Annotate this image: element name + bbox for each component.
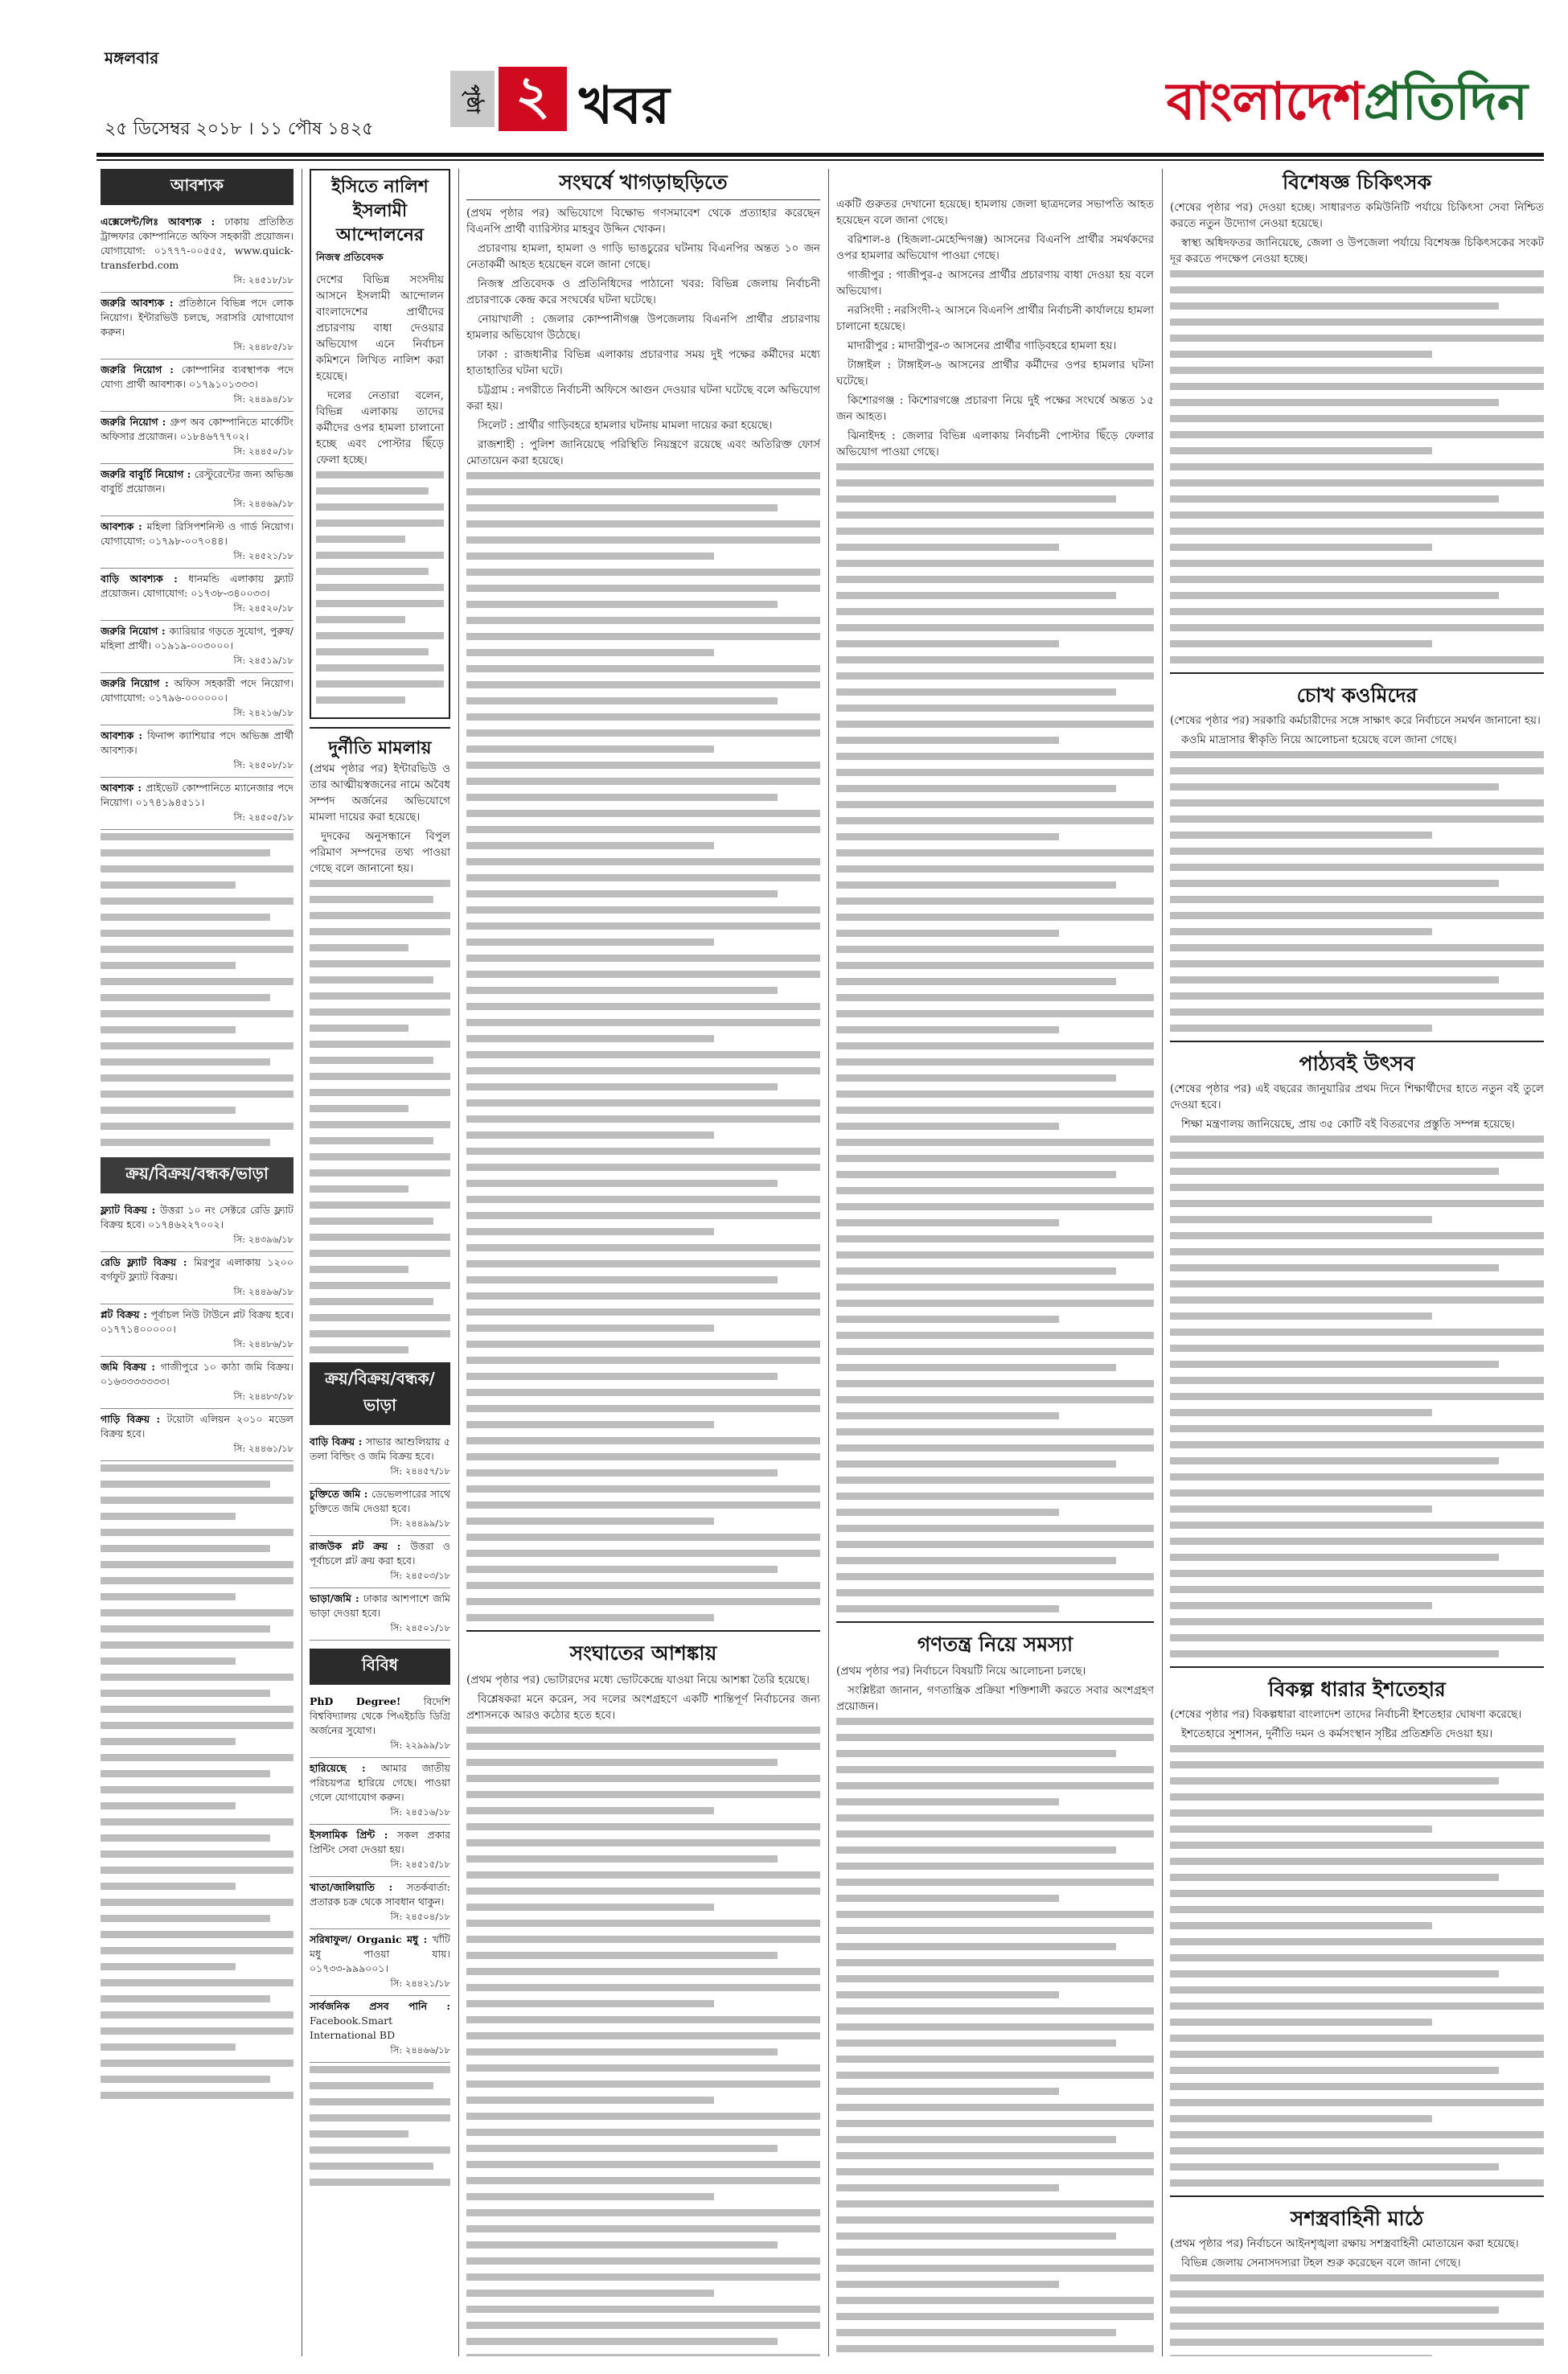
article-headline: গণতন্ত্র নিয়ে সমস্যা — [917, 1633, 1073, 1656]
classified-ad-ref: সি: ২৪৪৫০/১৮ — [233, 446, 293, 457]
article-paragraph: (শেষের পৃষ্ঠার পর) সরকারি কর্মচারীদের সঙ্গে সাক্ষাৎ করে নির্বাচনে সমর্থন জানানো হয়। — [1170, 714, 1541, 727]
classified-ad-title: জরুরি নিয়োগ : — [101, 625, 170, 637]
classified-ad-body: Facebook.Smart International BD — [310, 2015, 396, 2041]
article-body — [1170, 199, 1544, 267]
text-filler — [101, 833, 293, 1146]
article-paragraph: নিজস্ব প্রতিবেদক ও প্রতিনিধিদের পাঠানো খবর: বিভিন্ন জেলায় নির্বাচনী প্রচারণাকে কেন্দ্র করে সংঘর্ষের ঘটনা ঘটেছে। — [466, 277, 820, 306]
classified-ad-body: ক্যারিয়ার গড়তে সুযোগ, পুরুষ/মহিলা প্রার্থী। ০১৯১৯-০০৩০০০। — [101, 625, 293, 651]
article-headline: সংঘাতের আশঙ্কায় — [569, 1641, 717, 1665]
article-body — [1170, 1707, 1544, 1742]
classified-ad-title: আবশ্যক : — [101, 782, 146, 794]
classified-ad — [310, 1588, 450, 1641]
sale-list — [101, 1200, 293, 1461]
text-filler — [836, 463, 1154, 1612]
section-rule — [1170, 672, 1544, 674]
classified-ad-body: ফিনান্স ক্যাশিয়ার পদে অভিজ্ঞ প্রার্থী আবশ্যক। — [101, 729, 293, 756]
article-headline: দুর্নীতি মামলায় — [328, 738, 432, 758]
text-filler — [1170, 1745, 1544, 2187]
classified-ad-ref: সি: ২৪৫১৬/১৮ — [390, 1806, 450, 1817]
article-paragraph: (শেষের পৃষ্ঠার পর) দেওয়া হচ্ছে। সাধারণত কমিউনিটি পর্যায়ে চিকিৎসা সেবা নিশ্চিত করতে নতুন উদ্যোগ নেওয়া হয়েছে। — [1170, 201, 1544, 230]
article-paragraph: মাদারীপুর : মাদারীপুর-৩ আসনের প্রার্থীর গাড়িবহরে হামলা হয়। — [848, 339, 1117, 352]
classified-ad — [101, 1200, 293, 1252]
article-paragraph: রাজশাহী : পুলিশ জানিয়েছে পরিস্থিতি নিয়ন্ত্রণে রয়েছে এবং অতিরিক্ত ফোর্স মোতায়েন করা হয়েছে। — [466, 438, 820, 467]
article-paragraph: (প্রথম পৃষ্ঠার পর) ভোটারদের মধ্যে ভোটকেন্দ্রে যাওয়া নিয়ে আশঙ্কা তৈরি হয়েছে। — [466, 1674, 810, 1686]
article-paragraph: নরসিংদী : নরসিংদী-২ আসনে বিএনপি প্রার্থীর নির্বাচনী কার্যালয়ে হামলা চালানো হয়েছে। — [836, 304, 1154, 333]
classified-ad — [101, 412, 293, 464]
classified-ad-title: ভাড়া/জমি : — [310, 1592, 363, 1604]
classified-ad-body: প্রাইভেট কোম্পানিতে ম্যানেজার পদে নিয়োগ। ০১৭৪১৯৪৫১১। — [101, 782, 293, 808]
classified-ad-title: জরুরি নিয়োগ : — [101, 416, 170, 428]
column-five — [1170, 169, 1544, 2356]
classified-ad-body: গ্রুপ অব কোম্পানিতে মার্কেটিং অফিসার প্রয়োজন। ০১৮৪৬৭৭৭০২। — [101, 416, 293, 442]
article-paragraph: দুদকের অনুসন্ধানে বিপুল পরিমাণ সম্পদের তথ্য পাওয়া গেছে বলে জানানো হয়। — [310, 830, 450, 875]
article-paragraph: (প্রথম পৃষ্ঠার পর) ইন্টারভিউ ও তার আত্মীয়স্বজনের নামে অবৈধ সম্পদ অর্জনের অভিযোগে মামলা দায়ের করা হয়েছে। — [310, 762, 450, 824]
classified-ad — [310, 1996, 450, 2063]
masthead-rule-thin — [96, 159, 1544, 161]
classified-ad-ref: সি: ২৪৫০৩/১৮ — [390, 1570, 450, 1581]
classified-ad — [101, 212, 293, 293]
sale-heading: ক্রয়/বিক্রয়/বন্ধক/ভাড়া — [101, 1157, 293, 1193]
classified-ad-body: রেস্টুরেন্টের জন্য অভিজ্ঞ বাবুর্চি প্রয়োজন। — [101, 468, 293, 495]
classifieds-list — [101, 212, 293, 830]
classified-ad-title: জরুরি নিয়োগ : — [101, 677, 174, 689]
brand-logo-part2: প্রতিদিন — [1363, 72, 1528, 132]
article-paragraph: সিলেট : প্রার্থীর গাড়িবহরে হামলার ঘটনায় মামলা দায়ের করা হয়েছে। — [478, 419, 773, 432]
classified-ad-body: আমার জাতীয় পরিচয়পত্র হারিয়ে গেছে। পাওয়া গেলে যোগাযোগ করুন। — [310, 1762, 450, 1803]
classified-ad-title: PhD Degree! — [310, 1695, 424, 1707]
article-islami-andolon — [310, 169, 450, 719]
classified-ad-ref: সি: ২৪২১৬/১৮ — [233, 707, 293, 718]
classified-ad-body: মহিলা রিসিপশনিস্ট ও গার্ড নিয়োগ। যোগাযোগ: ০১৭৯৮-০০৭০৪৪। — [101, 520, 293, 547]
classified-ad-ref: সি: ২২৯৯৯/১৮ — [390, 1739, 450, 1751]
article-paragraph: গাজীপুর : গাজীপুর-৫ আসনের প্রার্থীর প্রচারণায় বাধা দেওয়া হয় বলে অভিযোগ। — [836, 269, 1154, 298]
classified-ad-body: অফিস সহকারী পদে নিয়োগ। যোগাযোগ: ০১৭৯৬-০০০০০০। — [101, 677, 293, 704]
text-filler — [836, 1718, 1154, 2352]
article-body — [466, 205, 820, 469]
classified-ad-title: জরুরি বাবুর্চি নিয়োগ : — [101, 468, 195, 480]
classified-ad-ref: সি: ২৪৫০৪/১৮ — [390, 1911, 450, 1922]
masthead-rule — [96, 153, 1544, 157]
article-body — [836, 1663, 1154, 1715]
classified-ad — [101, 464, 293, 516]
classified-ad — [310, 1758, 450, 1825]
article-body — [1170, 1081, 1544, 1132]
article-body — [1170, 2236, 1544, 2271]
classified-ad — [101, 569, 293, 621]
classified-ad-ref: সি: ২৪৪২১/১৮ — [390, 1978, 450, 1989]
article-paragraph: ইশতেহারে সুশাসন, দুর্নীতি দমন ও কর্মসংস্থান সৃষ্টির প্রতিশ্রুতি দেওয়া হয়। — [1181, 1727, 1493, 1740]
section-rule — [1170, 1666, 1544, 1668]
classified-ad — [310, 1536, 450, 1588]
classified-ad — [101, 673, 293, 725]
classifieds-heading: ক্রয়/বিক্রয়/বন্ধক/ভাড়া — [310, 1362, 450, 1425]
article-headline: চোখ কওমিদের — [1296, 684, 1418, 707]
article-paragraph: বিভিন্ন জেলায় সেনাসদস্যরা টহল শুরু করেছেন বলে জানা গেছে। — [1181, 2257, 1461, 2269]
article-paragraph: সংশ্লিষ্টরা জানান, গণতান্ত্রিক প্রক্রিয়া শক্তিশালী করতে সবার অংশগ্রহণ প্রয়োজন। — [836, 1684, 1154, 1713]
article-paragraph: কওমি মাদ্রাসার স্বীকৃতি নিয়ে আলোচনা হয়েছে বলে জানা গেছে। — [1181, 733, 1457, 746]
text-filler — [101, 1464, 293, 2099]
article-paragraph: বরিশাল-৪ (হিজলা-মেহেন্দিগঞ্জ) আসনের বিএনপি প্রার্থীর সমর্থকদের ওপর হামলার অভিযোগ পাওয়া গেছে। — [836, 233, 1154, 262]
column-three — [466, 169, 820, 2356]
classified-ad-title: জরুরি আবশ্যক : — [101, 297, 179, 309]
article-paragraph: দেশের বিভিন্ন সংসদীয় আসনে ইসলামী আন্দোলন বাংলাদেশের প্রার্থীদের প্রচারণায় বাধা দেওয়ার অভিযোগ এনে নির্বাচন কমিশনে লিখিত নালিশ করা হয়েছে। — [316, 273, 444, 383]
classified-ad-title: জরুরি নিয়োগ : — [101, 363, 182, 376]
classified-ad — [101, 621, 293, 673]
classified-ad-body: ঢাকার আশপাশে জমি ভাড়া দেওয়া হবে। — [310, 1592, 450, 1619]
classified-ad-title: এক্সেলেন্ট/লিঃ আবশ্যক : — [101, 216, 225, 228]
classified-ad-ref: সি: ২৪৪৮৩/১৮ — [233, 1390, 293, 1402]
classified-ad-ref: সি: ২৪৫২০/১৮ — [233, 602, 293, 614]
masthead-date: ২৫ ডিসেম্বর ২০১৮ । ১১ পৌষ ১৪২৫ — [105, 119, 374, 139]
article-paragraph: স্বাস্থ্য অধিদফতর জানিয়েছে, জেলা ও উপজেলা পর্যায়ে বিশেষজ্ঞ চিকিৎসকের সংকট দূর করতে পদক্ষেপ নেওয়া হচ্ছে। — [1170, 236, 1544, 265]
classified-ad — [310, 1691, 450, 1758]
column-divider — [1162, 169, 1163, 2356]
classified-ad-title: রাজউক প্লট ক্রয় : — [310, 1540, 411, 1552]
article-body — [1170, 713, 1544, 748]
classified-ad-body: সাভার আশুলিয়ায় ৫ তলা বিল্ডিং ও জমি বিক্রয় হবে। — [310, 1435, 450, 1462]
classified-ad — [101, 1304, 293, 1357]
classified-ad-title: আবশ্যক : — [101, 520, 147, 532]
article-body — [316, 272, 444, 468]
classified-ad — [101, 778, 293, 830]
misc-list — [310, 1691, 450, 2063]
column-two — [310, 169, 450, 2356]
classified-ad — [101, 293, 293, 359]
classified-ad-ref: সি: ২৪৪৯৯/১৮ — [390, 1518, 450, 1529]
classified-ad-title: বাড়ি আবশ্যক : — [101, 573, 189, 585]
classified-ad-ref: সি: ২৪৫১৫/১৮ — [390, 1859, 450, 1870]
classified-ad — [310, 1877, 450, 1929]
classified-ad-body: কোম্পানির ব্যবস্থাপক পদে যোগ্য প্রার্থী আবশ্যক। ০১৭৯১০১৩৩৩। — [101, 363, 293, 390]
classified-ad-ref: সি: ২৪৪৬৬/১৮ — [390, 2044, 450, 2056]
article-paragraph: চট্টগ্রাম : নগরীতে নির্বাচনী অফিসে আগুন দেওয়ার ঘটনা ঘটেছে বলে অভিযোগ করা হয়। — [466, 384, 820, 413]
classified-ad-ref: সি: ২৪৫১৯/১৮ — [233, 655, 293, 666]
article-paragraph: নোয়াখালী : জেলার কোম্পানীগঞ্জ উপজেলায় বিএনপি প্রার্থীর প্রচারণায় হামলার অভিযোগ উঠেছে। — [466, 313, 820, 342]
text-filler — [466, 1727, 820, 2356]
classified-ad-title: রেডি ফ্ল্যাট বিক্রয় : — [101, 1256, 195, 1268]
section-title: খবর — [579, 76, 670, 136]
text-filler — [1170, 1136, 1544, 1657]
classified-ad — [310, 1929, 450, 1996]
page-number: ২ — [499, 67, 567, 131]
brand-logo — [1167, 63, 1528, 149]
classified-ad-title: খাতা/জালিয়াতি : — [310, 1881, 407, 1893]
classified-ad-ref: সি: ২৪৪৫৭/১৮ — [390, 1465, 450, 1477]
classified-ad-ref: সি: ২৪৫০৫/১৮ — [233, 811, 293, 823]
classified-ad-body: টয়োটা এলিয়ন ২০১০ মডেল বিক্রয় হবে। — [101, 1413, 293, 1440]
article-paragraph: প্রচারণায় হামলা, হামলা ও গাড়ি ভাঙচুরের ঘটনায় বিএনপির অন্তত ১০ জন নেতাকর্মী আহত হয়েছেন বলে জানা গেছে। — [466, 242, 820, 271]
masthead — [96, 23, 1544, 151]
classified-ad-title: ইসলামিক প্রিন্ট : — [310, 1829, 397, 1841]
classified-ad-body: খাঁটি মধু পাওয়া যায়। ০১৭৩৩-৯৯৯০০১। — [310, 1933, 450, 1974]
article-paragraph: (শেষের পৃষ্ঠার পর) বিকল্পধারা বাংলাদেশ তাদের নির্বাচনী ইশতেহার ঘোষণা করেছে। — [1170, 1708, 1522, 1721]
classified-ad-body: মিরপুর এলাকায় ১২০০ বর্গফুট ফ্ল্যাট বিক্রয়। — [101, 1256, 293, 1283]
classified-ad-body: ঢাকায় প্রতিষ্ঠিত ট্রান্সফার কোম্পানিতে অফিস সহকারী প্রয়োজন। যোগাযোগ: ০১৭৭৭-০০৫৫৫, www.quick-transferbd.com — [101, 216, 293, 271]
classified-ad-ref: সি: ২৪৩৯৬/১৮ — [233, 1234, 293, 1245]
classified-ad — [101, 1409, 293, 1461]
classified-ad — [101, 516, 293, 569]
classified-ad — [101, 1357, 293, 1409]
classified-ad — [310, 1431, 450, 1484]
article-body — [466, 1672, 820, 1723]
classified-ad — [310, 1484, 450, 1536]
classified-ad-body: পূর্বাচল নিউ টাউনে প্লট বিক্রয় হবে। ০১৭৭১৪০০০০০। — [101, 1308, 293, 1335]
classified-ad-title: গাড়ি বিক্রয় : — [101, 1413, 167, 1425]
misc-heading: বিবিধ — [310, 1649, 450, 1685]
classified-ad-ref: সি: ২৪৪৮৫/১৮ — [233, 341, 293, 352]
classified-ad-ref: সি: ২৪৫০১/১৮ — [390, 1622, 450, 1633]
classified-ad — [101, 359, 293, 412]
article-paragraph: টাঙ্গাইল : টাঙ্গাইল-৬ আসনের প্রার্থীর কর্মীদের ওপর হামলার ঘটনা ঘটেছে। — [836, 359, 1154, 388]
article-body — [836, 196, 1154, 460]
classified-ad-ref: সি: ২৪৪৬৯/১৮ — [233, 498, 293, 509]
article-byline: নিজস্ব প্রতিবেদক — [316, 251, 384, 263]
article-headline: সংঘর্ষে খাগড়াছড়িতে — [466, 169, 820, 200]
classified-ad-ref: সি: ২৪৫০৮/১৮ — [233, 759, 293, 770]
section-rule — [1170, 1041, 1544, 1042]
classifieds-column — [101, 169, 293, 2356]
column-divider — [458, 169, 459, 2356]
text-filler — [316, 471, 444, 704]
classified-ad-ref: সি: ২৪৪৮৬/১৮ — [233, 1338, 293, 1349]
article-paragraph: (প্রথম পৃষ্ঠার পর) নির্বাচনে আইনশৃঙ্খলা রক্ষায় সশস্ত্রবাহিনী মোতায়েন করা হয়েছে। — [1170, 2237, 1519, 2250]
article-paragraph: ঝিনাইদহ : জেলার বিভিন্ন এলাকায় নির্বাচনী পোস্টার ছিঁড়ে ফেলার অভিযোগ পাওয়া গেছে। — [836, 429, 1154, 458]
section-rule — [466, 1630, 820, 1632]
article-paragraph: কিশোরগঞ্জ : কিশোরগঞ্জে প্রচারণা নিয়ে দুই পক্ষের সংঘর্ষে অন্তত ১৫ জন আহত। — [836, 394, 1154, 423]
classified-ad-ref: সি: ২৪৫১৮/১৮ — [233, 274, 293, 285]
text-filler — [466, 472, 820, 1621]
classified-ad-title: আবশ্যক : — [101, 729, 148, 741]
brand-logo-part1: বাংলাদেশ — [1166, 72, 1364, 132]
article-paragraph: বিশ্লেষকরা মনে করেন, সব দলের অংশগ্রহণে একটি শান্তিপূর্ণ নির্বাচনের জন্য প্রশাসনকে আরও কঠোর হতে হবে। — [466, 1693, 820, 1722]
article-paragraph: (শেষের পৃষ্ঠার পর) এই বছরের জানুয়ারির প্রথম দিনে শিক্ষার্থীদের হাতে নতুন বই তুলে দেওয়া হবে। — [1170, 1082, 1544, 1111]
article-paragraph: দলের নেতারা বলেন, বিভিন্ন এলাকায় তাদের কর্মীদের ওপর হামলা চালানো হচ্ছে এবং পোস্টার ছিঁড়ে ফেলা হচ্ছে। — [316, 389, 444, 466]
classified-ad-ref: সি: ২৪৪৯৬/১৮ — [233, 1286, 293, 1297]
text-filler — [1170, 2274, 1544, 2356]
article-paragraph: ঢাকা : রাজধানীর বিভিন্ন এলাকায় প্রচারণার সময় দুই পক্ষের কর্মীদের মধ্যে হাতাহাতির ঘটনা ঘটে। — [466, 348, 820, 377]
text-filler — [1170, 751, 1544, 1032]
section-rule — [836, 1621, 1154, 1623]
text-filler — [310, 880, 450, 1353]
article-paragraph: শিক্ষা মন্ত্রণালয় জানিয়েছে, প্রায় ৩৫ কোটি বই বিতরণের প্রস্তুতি সম্পন্ন হয়েছে। — [1181, 1118, 1515, 1131]
article-headline: বিশেষজ্ঞ চিকিৎসক — [1283, 170, 1431, 194]
classified-ad-body: বিদেশি বিশ্ববিদ্যালয় থেকে পিএইচডি ডিগ্রি অর্জনের সুযোগ। — [310, 1695, 450, 1736]
classified-ad-body: উত্তরা ও পূর্বাচলে প্লট ক্রয় করা হবে। — [310, 1540, 450, 1567]
classified-ad-body: সকল প্রকার প্রিন্টিং সেবা দেওয়া হয়। — [310, 1829, 450, 1855]
article-paragraph: (প্রথম পৃষ্ঠার পর) অভিযোগে বিক্ষোভ গণসমাবেশ থেকে প্রত্যাহার করেছেন বিএনপি প্রার্থী ব্যারিস্টার মাহবুব উদ্দিন খোকন। — [466, 207, 820, 236]
classified-ad-title: বাড়ি বিক্রয় : — [310, 1435, 367, 1448]
article-headline: বিকল্প ধারার ইশতেহার — [1268, 1678, 1446, 1701]
article-paragraph: একটি গুরুতর দেখানো হয়েছে। হামলায় জেলা ছাত্রদলের সভাপতি আহত হয়েছেন বলে জানা গেছে। — [836, 198, 1154, 227]
classified-ad — [101, 1252, 293, 1304]
classified-ad-title: ফ্ল্যাট বিক্রয় : — [101, 1204, 160, 1216]
article-headline: সশস্ত্রবাহিনী মাঠে — [1290, 2207, 1424, 2230]
article-headline: পাঠ্যবই উৎসব — [1299, 1052, 1415, 1075]
text-filler — [310, 2066, 450, 2186]
classified-ad-body: উত্তরা ১০ নং সেক্টরে রেডি ফ্ল্যাট বিক্রয় হবে। ০১৭৪৬২২৭০০২। — [101, 1204, 293, 1230]
classified-ad-body: গাজীপুরে ১০ কাঠা জমি বিক্রয়। ০১৬৩৩৩৩৩৩৩। — [101, 1361, 293, 1387]
text-filler — [1170, 270, 1544, 663]
classified-ad-title: প্লট বিক্রয় : — [101, 1308, 151, 1320]
classified-ad-body: ধানমন্ডি এলাকায় ফ্ল্যাট প্রয়োজন। যোগাযোগ: ০১৭৩৮-৩৪০০৩৩। — [101, 573, 293, 599]
classifieds-list — [310, 1431, 450, 1641]
masthead-day: মঙ্গলবার — [105, 48, 159, 68]
classified-ad-ref: সি: ২৪৪৬১/১৮ — [233, 1443, 293, 1454]
classified-ad-body: সতর্কবার্তা: প্রতারক চক্র থেকে সাবধান থাকুন। — [310, 1881, 450, 1908]
classified-ad — [101, 725, 293, 778]
classified-ad-title: সার্বজনিক প্রসব পানি : — [310, 2000, 450, 2012]
section-rule — [310, 727, 450, 729]
article-body — [310, 761, 450, 877]
article-paragraph: (প্রথম পৃষ্ঠার পর) নির্বাচনে বিষয়টি নিয়ে আলোচনা চলছে। — [836, 1665, 1086, 1678]
classifieds-heading: আবশ্যক — [101, 169, 293, 205]
section-rule — [1170, 2195, 1544, 2197]
classified-ad-title: হারিয়েছে : — [310, 1762, 381, 1774]
classified-ad-title: চুক্তিতে জমি : — [310, 1488, 371, 1500]
classified-ad — [310, 1825, 450, 1877]
classified-ad-ref: সি: ২৪৫২১/১৮ — [233, 550, 293, 561]
classified-ad-ref: সি: ২৪৪৯৪/১৮ — [233, 393, 293, 405]
classified-ad-body: ডেভেলপারের সাথে চুক্তিতে জমি দেওয়া হবে। — [310, 1488, 450, 1514]
column-four — [836, 169, 1154, 2356]
page-label: পৃষ্ঠা — [450, 71, 495, 127]
article-headline: ইসিতে নালিশ ইসলামী আন্দোলনের — [331, 177, 429, 245]
classified-ad-body: প্রতিষ্ঠানে বিভিন্ন পদে লোক নিয়োগ। ইন্টারভিউ চলছে, সরাসরি যোগাযোগ করুন। — [101, 297, 293, 338]
column-divider — [828, 169, 829, 2356]
classified-ad-title: জমি বিক্রয় : — [101, 1361, 161, 1373]
classified-ad-title: সরিষাফুল/ Organic মধু : — [310, 1933, 433, 1945]
